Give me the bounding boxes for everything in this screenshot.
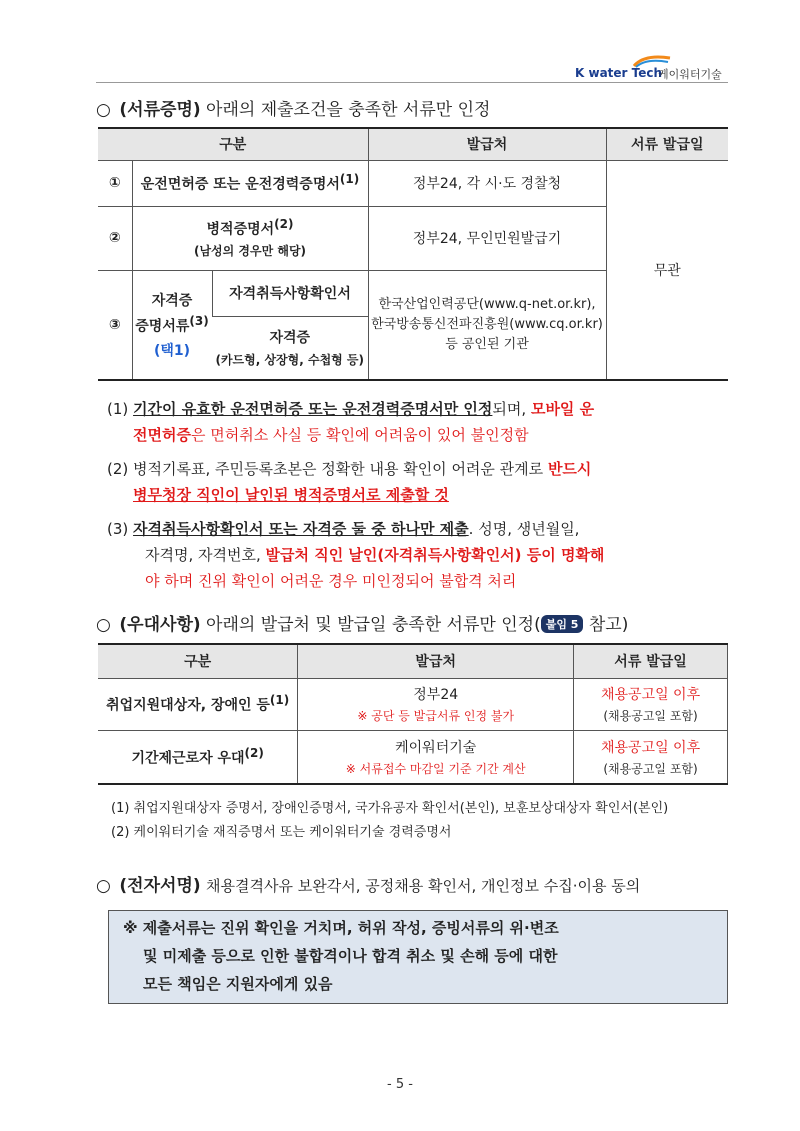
logo-korean: 케이워터기술: [658, 68, 722, 81]
table-row: [98, 730, 728, 784]
date-value: 무관: [606, 160, 728, 380]
notice-line-1: ※ 제출서류는 진위 확인을 거치며, 허위 작성, 증빙서류의 위·변조: [123, 919, 559, 937]
th-date: 서류 발급일: [574, 644, 728, 678]
row-issuer: 정부24 ※ 공단 등 발급서류 인정 불가: [298, 678, 574, 730]
section-text: 아래의 제출조건을 충족한 서류만 인정: [206, 100, 491, 120]
section-text: 채용결격사유 보완각서, 공정채용 확인서, 개인정보 수집·이용 동의: [206, 877, 641, 895]
row-label: 취업지원대상자, 장애인 등$^{(1)}$: [98, 678, 298, 730]
header-divider: [96, 82, 728, 83]
bullet: ○: [96, 100, 111, 120]
th-issuer: 발급처: [368, 128, 606, 160]
note-1: (1) 기간이 유효한 운전면허증 또는 운전경력증명서만 인정되며, 모바일 운 전면허증은 면허취소 사실 등 확인에 어려움이 있어 불인정함: [107, 400, 595, 444]
th-issuer: 발급처: [298, 644, 574, 678]
option-certificate: 자격증 (카드형, 상장형, 수첩형 등): [212, 316, 368, 380]
note-3: (3) 자격취득사항확인서 또는 자격증 둘 중 하나만 제출. 성명, 생년월일, 자격명, 자격번호, 발급처 직인 날인(자격취득사항확인서) 등이 명확해 야 하며 진위 확인이 어려운 경우 미인정되어 불합격 처리: [107, 520, 605, 590]
row-label: 운전면허증 또는 운전경력증명서$^{(1)}$: [132, 160, 368, 206]
note-2: (2) 병적기록표, 주민등록초본은 정확한 내용 확인이 어려운 관계로 반드시 병무청장 직인이 날인된 병적증명서로 제출할 것: [107, 460, 592, 504]
th-date: 서류 발급일: [606, 128, 728, 160]
footnote-2: (2) 케이워터기술 재직증명서 또는 케이워터기술 경력증명서: [111, 825, 452, 840]
row-issuer: 케이워터기술 ※ 서류접수 마감일 기준 기간 계산: [298, 730, 574, 784]
row-label: 자격증 증명서류$^{(3)}$ (택1): [132, 270, 212, 380]
option-certificate-confirmation: 자격취득사항확인서: [212, 270, 368, 316]
row-label: 기간제근로자 우대$^{(2)}$: [98, 730, 298, 784]
notice-line-2: 및 미제출 등으로 인한 불합격이나 합격 취소 및 손해 등에 대한: [143, 947, 558, 965]
preference-table: [98, 643, 728, 785]
row-number: ②: [98, 206, 132, 270]
logo-english: K water Tech: [575, 66, 663, 80]
table-row: [98, 160, 728, 206]
row-label: 병적증명서$^{(2)}$ (남성의 경우만 해당): [132, 206, 368, 270]
row-issuer: 정부24, 각 시·도 경찰청: [368, 160, 606, 206]
footnote-1: (1) 취업지원대상자 증명서, 장애인증명서, 국가유공자 확인서(본인), 보훈보상대상자 확인서(본인): [111, 801, 669, 816]
section-e-signature: [96, 871, 640, 896]
row-number: ①: [98, 160, 132, 206]
bullet: ○: [96, 615, 111, 635]
notice-box: [108, 910, 728, 1004]
section-preference: [96, 610, 628, 635]
company-logo: [575, 62, 755, 84]
section-title: (우대사항): [119, 615, 201, 635]
row-issuer: 한국산업인력공단(www.q-net.or.kr), 한국방송통신전파진흥원(www.cq.or.kr) 등 공인된 기관: [368, 270, 606, 380]
row-date: 채용공고일 이후 (채용공고일 포함): [574, 730, 728, 784]
row-number: ③: [98, 270, 132, 380]
section-text: 아래의 발급처 및 발급일 충족한 서류만 인정(: [206, 615, 541, 635]
document-table: [98, 127, 728, 381]
page-number: - 5 -: [387, 1077, 413, 1092]
attachment-badge: 붙임 5: [541, 615, 584, 633]
notice-line-3: 모든 책임은 지원자에게 있음: [143, 975, 333, 993]
row-issuer: 정부24, 무인민원발급기: [368, 206, 606, 270]
section-title: (전자서명): [119, 876, 201, 896]
bullet: ○: [96, 876, 111, 896]
section-document-proof: [96, 95, 490, 120]
th-category: 구분: [98, 644, 298, 678]
section-text-end: 참고): [588, 615, 629, 635]
section-title: (서류증명): [119, 100, 201, 120]
row-date: 채용공고일 이후 (채용공고일 포함): [574, 678, 728, 730]
th-category: 구분: [98, 128, 368, 160]
table-row: [98, 678, 728, 730]
